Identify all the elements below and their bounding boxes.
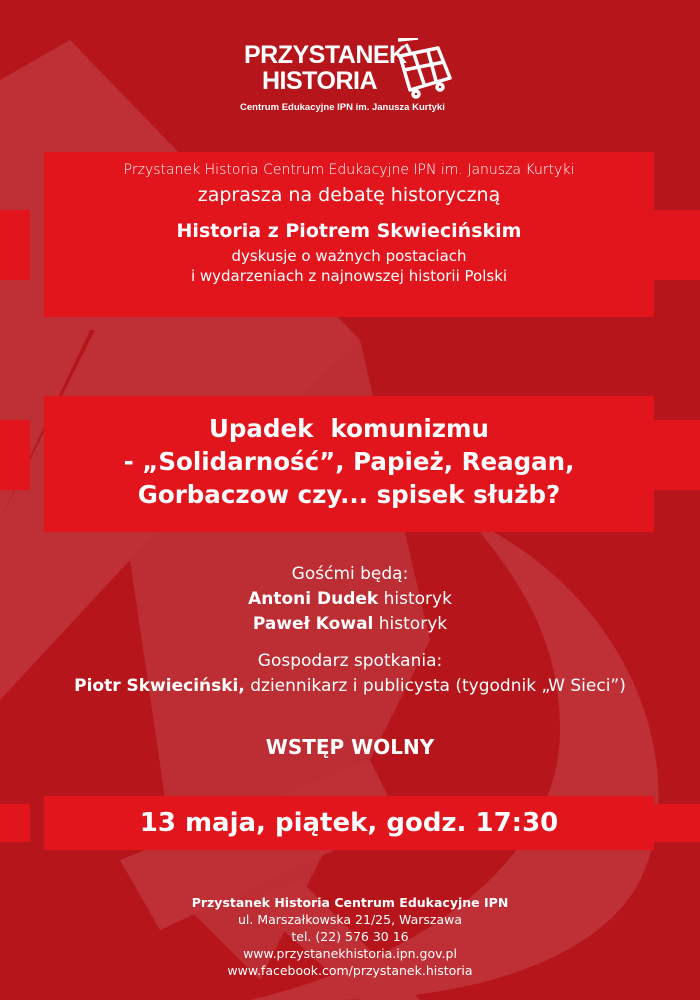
footer-phone: tel. (22) 576 30 16 (291, 929, 409, 944)
invite-text: zaprasza na debatę historyczną (197, 184, 501, 206)
logo (236, 36, 476, 122)
guests-section (0, 562, 700, 699)
logo-subtitle: Centrum Edukacyjne IPN im. Janusza Kurtyki (240, 102, 445, 113)
series-description (44, 246, 654, 286)
host-name: Piotr Skwieciński, (74, 676, 245, 696)
guest-1-role: historyk (378, 589, 452, 609)
date-tip-left (0, 804, 30, 842)
host (0, 674, 700, 699)
series-title: Historia z Piotrem Skwiecińskim (176, 220, 522, 242)
event-date: 13 maja, piątek, godz. 17:30 (139, 808, 559, 838)
topic-band (44, 396, 654, 532)
footer-website[interactable]: www.przystanekhistoria.ipn.gov.pl (243, 946, 457, 961)
intro-band (44, 152, 654, 317)
guest-2-role: historyk (373, 614, 448, 634)
free-entry: WSTĘP WOLNY (265, 735, 435, 759)
band-tip-left (0, 210, 30, 280)
host-heading: Gospodarz spotkania: (257, 651, 443, 671)
topic-line3: Gorbaczow czy... spisek służb? (137, 480, 561, 509)
logo-title-line2: HISTORIA (262, 67, 377, 95)
logo-title-line1: PRZYSTANEK (244, 41, 407, 69)
topic-tip-left (0, 420, 30, 490)
footer-facebook[interactable]: www.facebook.com/przystanek.historia (227, 963, 473, 978)
footer-address: ul. Marszałkowska 21/25, Warszawa (238, 912, 462, 927)
guests-heading: Gośćmi będą: (291, 564, 409, 584)
tram-icon (388, 38, 458, 100)
host-role: dziennikarz i publicysta (tygodnik „W Sieci”) (244, 676, 626, 696)
guest-1-name: Antoni Dudek (248, 589, 379, 609)
footer-org: Przystanek Historia Centrum Edukacyjne IPN (191, 895, 509, 910)
topic-title (44, 412, 654, 511)
topic-line2: - „Solidarność”, Papież, Reagan, (123, 447, 575, 476)
footer (0, 894, 700, 979)
date-band (44, 796, 654, 850)
guest-1 (0, 587, 700, 612)
organizer-text: Przystanek Historia Centrum Edukacyjne IPN im. Janusza Kurtyki (123, 162, 575, 178)
series-desc-line1: dyskusje o ważnych postaciach (231, 247, 467, 265)
series-desc-line2: i wydarzeniach z najnowszej historii Polski (190, 267, 508, 285)
guest-2 (0, 612, 700, 637)
topic-line1: Upadek komunizmu (209, 414, 489, 443)
guest-2-name: Paweł Kowal (252, 614, 374, 634)
